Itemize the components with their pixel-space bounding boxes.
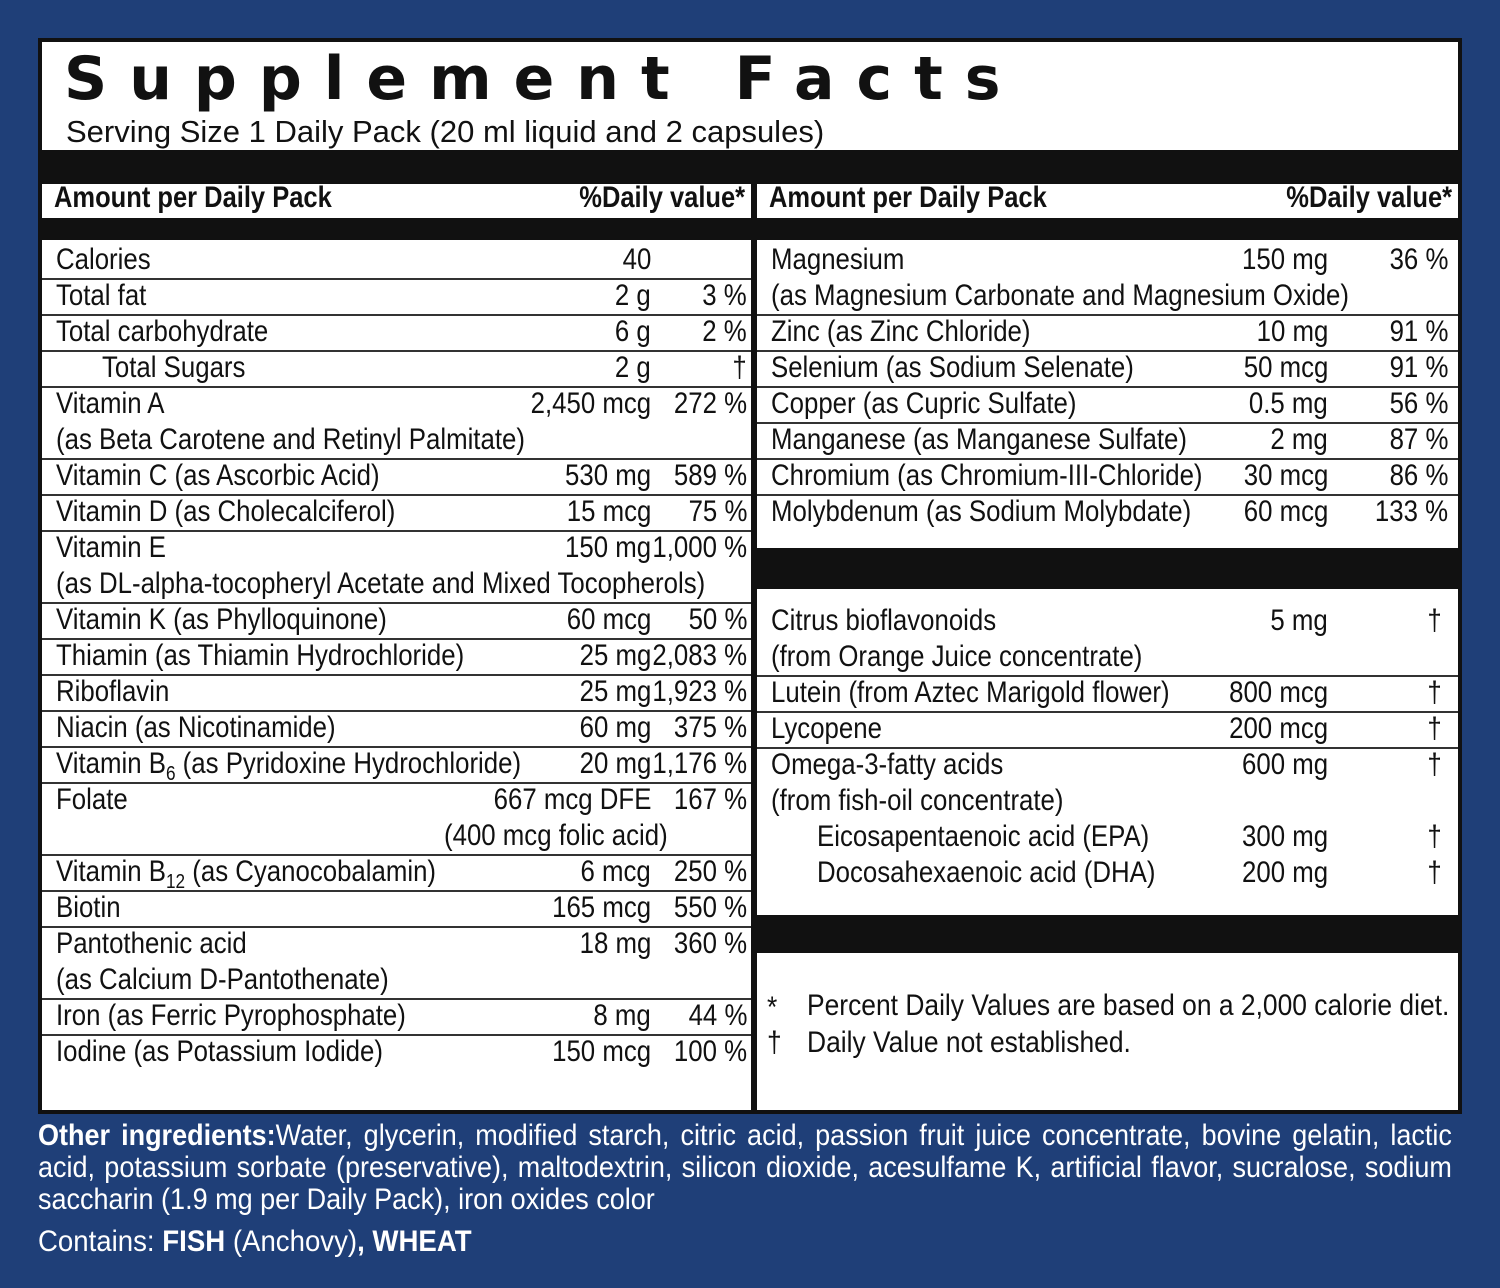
- title-box: [42, 42, 1458, 150]
- nutrient-amount: 150 mcg: [552, 1035, 651, 1068]
- nutrient-daily-value: 91 %: [1389, 315, 1448, 348]
- nutrient-daily-value: †: [1427, 676, 1442, 709]
- allergen-fish-note: (Anchovy): [232, 1225, 358, 1258]
- table-row: [42, 530, 751, 604]
- nutrient-amount: 200 mg: [1241, 856, 1328, 889]
- nutrient-name: Citrus bioflavonoids: [771, 604, 997, 637]
- nutrient-amount: 5 mg: [1270, 604, 1328, 637]
- nutrient-amount: 150 mg: [564, 531, 651, 564]
- footnote-mark-2: †: [767, 1026, 782, 1059]
- nutrient-daily-value: 589 %: [673, 459, 747, 492]
- minerals-table: [757, 240, 1458, 548]
- nutrient-amount: 2,450 mcg: [530, 387, 651, 420]
- table-row: [757, 458, 1458, 496]
- nutrient-amount: 2 g: [615, 351, 651, 384]
- nutrient-daily-value: 167 %: [673, 783, 747, 816]
- table-row: [757, 314, 1458, 352]
- table-row: [757, 494, 1458, 530]
- nutrient-amount: 60 mcg: [566, 603, 651, 636]
- nutrient-name: Zinc (as Zinc Chloride): [771, 315, 1031, 348]
- nutrient-daily-value: 3 %: [702, 279, 747, 312]
- nutrient-daily-value: 360 %: [673, 927, 747, 960]
- nutrient-amount: 25 mg: [579, 639, 651, 672]
- nutrient-name: Calories: [56, 243, 151, 276]
- nutrient-name: Copper (as Cupric Sulfate): [771, 387, 1077, 420]
- table-row: [42, 242, 751, 280]
- nutrient-daily-value: 87 %: [1389, 423, 1448, 456]
- nutrient-amount: 300 mg: [1241, 820, 1328, 853]
- nutrient-amount: 0.5 mg: [1249, 387, 1328, 420]
- nutrient-name: Biotin: [56, 891, 121, 924]
- table-row: [42, 890, 751, 928]
- nutrient-name: Vitamin A: [56, 387, 165, 420]
- table-row: [42, 602, 751, 640]
- serving-size: Serving Size 1 Daily Pack (20 ml liquid and 2 capsules): [66, 114, 825, 149]
- nutrient-amount: 150 mg: [1241, 243, 1328, 276]
- nutrient-name: Vitamin D (as Cholecalciferol): [56, 495, 396, 528]
- nutrient-amount: 18 mg: [579, 927, 651, 960]
- nutrient-daily-value: 36 %: [1389, 243, 1448, 276]
- nutrient-name: Chromium (as Chromium-III-Chloride): [771, 459, 1203, 492]
- table-row: [757, 747, 1458, 819]
- nutrient-daily-value: 1,000 %: [652, 531, 747, 564]
- nutrient-daily-value: †: [1427, 748, 1442, 781]
- nutrient-amount: 10 mg: [1256, 315, 1328, 348]
- nutrient-amount: 2 mg: [1270, 423, 1328, 456]
- nutrient-amount: 667 mcg DFE: [493, 783, 651, 816]
- nutrient-name: Iron (as Ferric Pyrophosphate): [56, 999, 406, 1032]
- nutrient-name: Vitamin C (as Ascorbic Acid): [56, 459, 380, 492]
- nutrient-source: (as Magnesium Carbonate and Magnesium Oxide): [771, 279, 1349, 312]
- nutrient-daily-value: 91 %: [1389, 351, 1448, 384]
- footnote-mark-1: *: [767, 991, 778, 1024]
- nutrient-amount: 60 mcg: [1243, 495, 1328, 528]
- page-title: Supplement Facts: [64, 44, 1023, 114]
- nutrient-source: (from fish-oil concentrate): [771, 784, 1064, 817]
- allergen-fish: FISH: [162, 1225, 226, 1258]
- table-row: [42, 674, 751, 712]
- nutrient-daily-value: †: [1427, 712, 1442, 745]
- nutrient-name: Pantothenic acid: [56, 927, 247, 960]
- nutrient-name: Docosahexaenoic acid (DHA): [817, 856, 1156, 889]
- table-row: [42, 926, 751, 1000]
- nutrient-daily-value: 133 %: [1374, 495, 1448, 528]
- nutrient-name: Selenium (as Sodium Selenate): [771, 351, 1134, 384]
- nutrient-daily-value: †: [1427, 604, 1442, 637]
- other-ingredients: [38, 1120, 1452, 1216]
- table-row: [42, 278, 751, 316]
- table-row: [757, 855, 1458, 891]
- nutrient-daily-value: 550 %: [673, 891, 747, 924]
- table-row: [757, 386, 1458, 424]
- nutrient-daily-value: 44 %: [688, 999, 747, 1032]
- nutrient-amount: 165 mcg: [552, 891, 651, 924]
- nutrient-amount: 530 mg: [564, 459, 651, 492]
- nutrient-amount: 40: [622, 243, 651, 276]
- nutrient-source: (as Beta Carotene and Retinyl Palmitate): [56, 423, 525, 456]
- table-row: [757, 819, 1458, 855]
- nutrient-amount: 6 mcg: [580, 855, 651, 888]
- table-row: [757, 350, 1458, 388]
- nutrient-amount: 30 mcg: [1243, 459, 1328, 492]
- footnote-text-2: Daily Value not established.: [807, 1026, 1131, 1059]
- dv-header: %Daily value*: [579, 181, 745, 214]
- right-column-header: [757, 181, 1458, 218]
- contains-label: Contains:: [38, 1225, 155, 1258]
- nutrient-name: Omega-3-fatty acids: [771, 748, 1004, 781]
- contains-statement: [38, 1225, 472, 1259]
- other-ingredients-label: Other ingredients:: [38, 1119, 276, 1152]
- amount-header: Amount per Daily Pack: [54, 181, 332, 214]
- nutrient-name: Manganese (as Manganese Sulfate): [771, 423, 1187, 456]
- table-row: [42, 314, 751, 352]
- nutrient-name: Molybdenum (as Sodium Molybdate): [771, 495, 1192, 528]
- nutrient-daily-value: 272 %: [673, 387, 747, 420]
- nutrient-amount: 200 mcg: [1229, 712, 1328, 745]
- table-row: [42, 458, 751, 496]
- nutrient-daily-value: †: [732, 351, 747, 384]
- nutrient-source: (as DL-alpha-tocopheryl Acetate and Mixed Tocopherols): [56, 567, 706, 600]
- other-nutrients-table: [757, 589, 1458, 915]
- table-row: [42, 746, 751, 784]
- vitamins-table: [42, 240, 751, 1110]
- table-row: [42, 1034, 751, 1070]
- nutrient-amount: 50 mcg: [1243, 351, 1328, 384]
- nutrient-amount: 25 mg: [579, 675, 651, 708]
- nutrient-daily-value: 375 %: [673, 711, 747, 744]
- nutrient-name: Total fat: [56, 279, 147, 312]
- supplement-facts-panel: [38, 38, 1462, 1114]
- nutrient-name: Lutein (from Aztec Marigold flower): [771, 676, 1170, 709]
- table-row: [757, 675, 1458, 713]
- nutrient-name: Folate: [56, 783, 128, 816]
- nutrient-source: (400 mcg folic acid): [444, 819, 668, 852]
- nutrient-name: Vitamin E: [56, 531, 166, 564]
- nutrient-amount: 800 mcg: [1229, 676, 1328, 709]
- nutrient-amount: 8 mg: [593, 999, 651, 1032]
- allergen-separator: ,: [357, 1225, 365, 1258]
- nutrient-name: Magnesium: [771, 243, 905, 276]
- nutrient-amount: 15 mcg: [566, 495, 651, 528]
- nutrient-name: Vitamin $B_{12}$ (as Cyanocobalamin): [56, 855, 437, 893]
- table-row: [757, 422, 1458, 460]
- nutrient-daily-value: 100 %: [673, 1035, 747, 1068]
- table-row: [42, 782, 751, 856]
- nutrient-name: Thiamin (as Thiamin Hydrochloride): [56, 639, 465, 672]
- nutrient-amount: 600 mg: [1241, 748, 1328, 781]
- nutrient-source: (from Orange Juice concentrate): [771, 640, 1143, 673]
- nutrient-name: Lycopene: [771, 712, 882, 745]
- table-row: [42, 386, 751, 460]
- nutrient-name: Riboflavin: [56, 675, 170, 708]
- nutrient-daily-value: 75 %: [688, 495, 747, 528]
- nutrient-amount: 6 g: [615, 315, 651, 348]
- footnote-text-1: Percent Daily Values are based on a 2,000 calorie diet.: [807, 989, 1450, 1022]
- nutrient-name: Vitamin $B_6$ (as Pyridoxine Hydrochloride): [56, 747, 522, 785]
- dv-header-right: %Daily value*: [1286, 181, 1452, 214]
- table-row: [42, 710, 751, 748]
- table-row: [757, 603, 1458, 677]
- nutrient-daily-value: †: [1427, 820, 1442, 853]
- nutrient-daily-value: 86 %: [1389, 459, 1448, 492]
- table-row: [42, 350, 751, 388]
- nutrient-daily-value: 1,176 %: [652, 747, 747, 780]
- table-row: [42, 854, 751, 892]
- allergen-wheat: WHEAT: [372, 1225, 472, 1258]
- nutrient-daily-value: 2 %: [702, 315, 747, 348]
- table-row: [42, 494, 751, 532]
- nutrient-name: Eicosapentaenoic acid (EPA): [817, 820, 1150, 853]
- nutrient-name: Vitamin K (as Phylloquinone): [56, 603, 387, 636]
- nutrient-name: Total carbohydrate: [56, 315, 269, 348]
- nutrient-daily-value: 50 %: [688, 603, 747, 636]
- nutrient-daily-value: 2,083 %: [652, 639, 747, 672]
- nutrient-daily-value: 1,923 %: [652, 675, 747, 708]
- nutrient-amount: 60 mg: [579, 711, 651, 744]
- nutrient-name: Total Sugars: [102, 351, 246, 384]
- nutrient-daily-value: 250 %: [673, 855, 747, 888]
- left-column-header: [42, 181, 751, 218]
- table-row: [42, 998, 751, 1036]
- table-row: [42, 638, 751, 676]
- other-ingredients-text: Water, glycerin, modified starch, citric acid, passion fruit juice concentrate, bovine gelatin, lactic acid, potassium sorbate (preservative), maltodextrin, silicon dioxide, acesulfame K, artificial flavor, sucralose, sodium saccharin (1.9 mg per Daily Pack), iron oxides color: [38, 1119, 1452, 1216]
- nutrient-source: (as Calcium D-Pantothenate): [56, 963, 389, 996]
- nutrient-name: Niacin (as Nicotinamide): [56, 711, 336, 744]
- table-row: [757, 242, 1458, 316]
- amount-header-right: Amount per Daily Pack: [769, 181, 1047, 214]
- nutrient-amount: 20 mg: [579, 747, 651, 780]
- nutrient-name: Iodine (as Potassium Iodide): [56, 1035, 383, 1068]
- footnotes: [757, 953, 1458, 1110]
- nutrient-amount: 2 g: [615, 279, 651, 312]
- table-row: [757, 711, 1458, 749]
- nutrient-daily-value: 56 %: [1389, 387, 1448, 420]
- nutrient-daily-value: †: [1427, 856, 1442, 889]
